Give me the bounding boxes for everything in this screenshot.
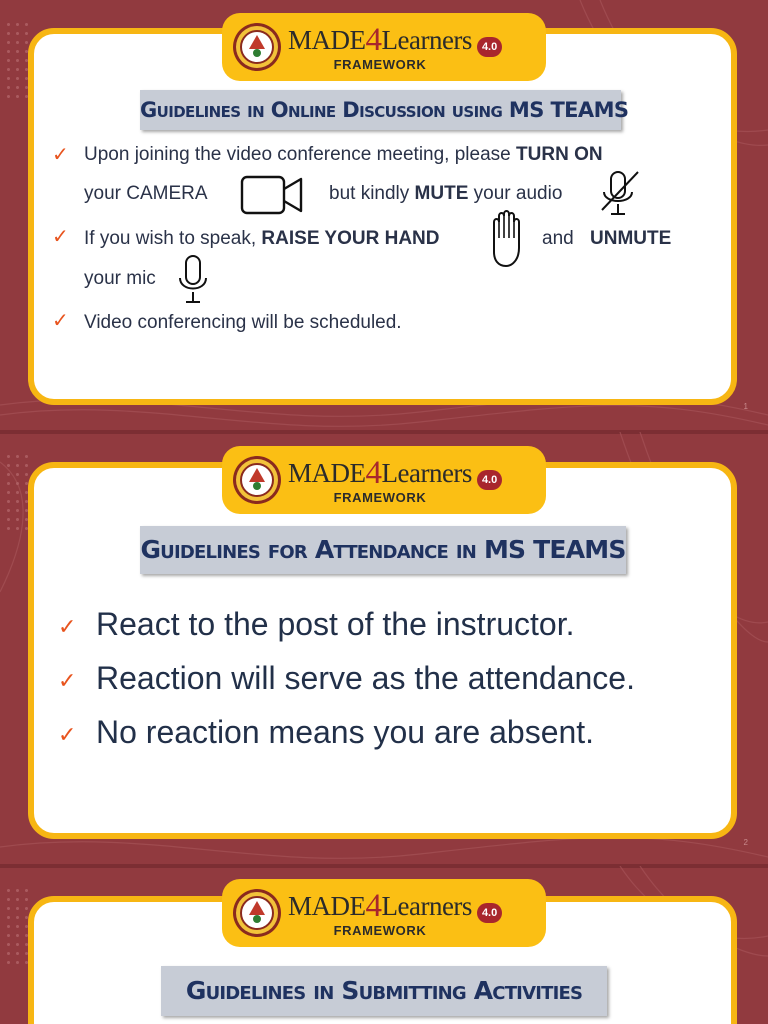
check-icon: ✓ (52, 310, 69, 332)
institution-seal-icon (232, 888, 282, 938)
brand-name-prefix: MADE (288, 457, 366, 488)
bullet-text: Reaction will serve as the attendance. (96, 660, 635, 696)
page-number: 1 (743, 402, 748, 411)
brand-wordmark (288, 887, 472, 938)
check-icon: ✓ (58, 668, 77, 693)
raised-hand-icon (486, 208, 528, 270)
bullet-text: but kindly (329, 183, 415, 204)
institution-seal-icon (232, 455, 282, 505)
microphone-icon (176, 254, 210, 306)
bullet-text: No reaction means you are absent. (96, 714, 595, 750)
brand-wordmark (288, 21, 472, 72)
bullet-item (52, 224, 712, 308)
slide-title: Guidelines in Submitting Activities (161, 966, 607, 1016)
brand-name-four: 4 (365, 887, 382, 924)
slide-title: Guidelines in Online Discussion using MS TEAMS (140, 90, 621, 130)
brand-subtitle: FRAMEWORK (333, 489, 427, 505)
bullet-emphasis: TURN ON (516, 144, 603, 165)
brand-name-prefix: MADE (288, 24, 366, 55)
brand-name-suffix: Learners (381, 457, 472, 488)
check-icon: ✓ (58, 722, 77, 747)
framework-badge (222, 13, 546, 81)
bullet-text: your mic (84, 268, 156, 289)
brand-name-suffix: Learners (381, 890, 472, 921)
brand-name-four: 4 (365, 454, 382, 491)
check-icon: ✓ (52, 226, 69, 248)
slide-online-discussion (0, 0, 768, 432)
brand-name-suffix: Learners (381, 24, 472, 55)
framework-badge (222, 446, 546, 514)
bullet-item (52, 142, 712, 222)
check-icon: ✓ (58, 614, 77, 639)
brand-subtitle: FRAMEWORK (333, 56, 427, 72)
bullet-emphasis: MUTE (414, 183, 469, 204)
bullet-text: React to the post of the instructor. (96, 606, 575, 642)
bullet-emphasis: RAISE YOUR HAND (261, 228, 440, 249)
bullet-item (52, 308, 712, 336)
brand-name-four: 4 (365, 21, 382, 58)
bullet-text: Upon joining the video conference meeting, please (84, 144, 517, 165)
brand-subtitle: FRAMEWORK (333, 922, 427, 938)
bullet-text: your CAMERA (84, 183, 208, 204)
version-badge: 4.0 (477, 470, 502, 490)
bullet-text: Video conferencing will be scheduled. (84, 312, 402, 333)
version-badge: 4.0 (477, 903, 502, 923)
slide-attendance (0, 432, 768, 866)
brand-wordmark (288, 454, 472, 505)
bullet-text: and (542, 228, 574, 249)
framework-badge (222, 879, 546, 947)
brand-name-prefix: MADE (288, 890, 366, 921)
version-badge: 4.0 (477, 37, 502, 57)
muted-microphone-icon (598, 168, 642, 220)
page-number: 2 (743, 838, 748, 847)
content-card (28, 457, 737, 839)
video-camera-icon (240, 174, 304, 216)
bullet-emphasis: UNMUTE (590, 228, 672, 249)
bullet-text: your audio (468, 183, 563, 204)
institution-seal-icon (232, 22, 282, 72)
slide-submitting-activities (0, 866, 768, 1024)
check-icon: ✓ (52, 144, 69, 166)
slide-title: Guidelines for Attendance in MS TEAMS (140, 526, 626, 574)
bullet-text: If you wish to speak, (84, 228, 262, 249)
